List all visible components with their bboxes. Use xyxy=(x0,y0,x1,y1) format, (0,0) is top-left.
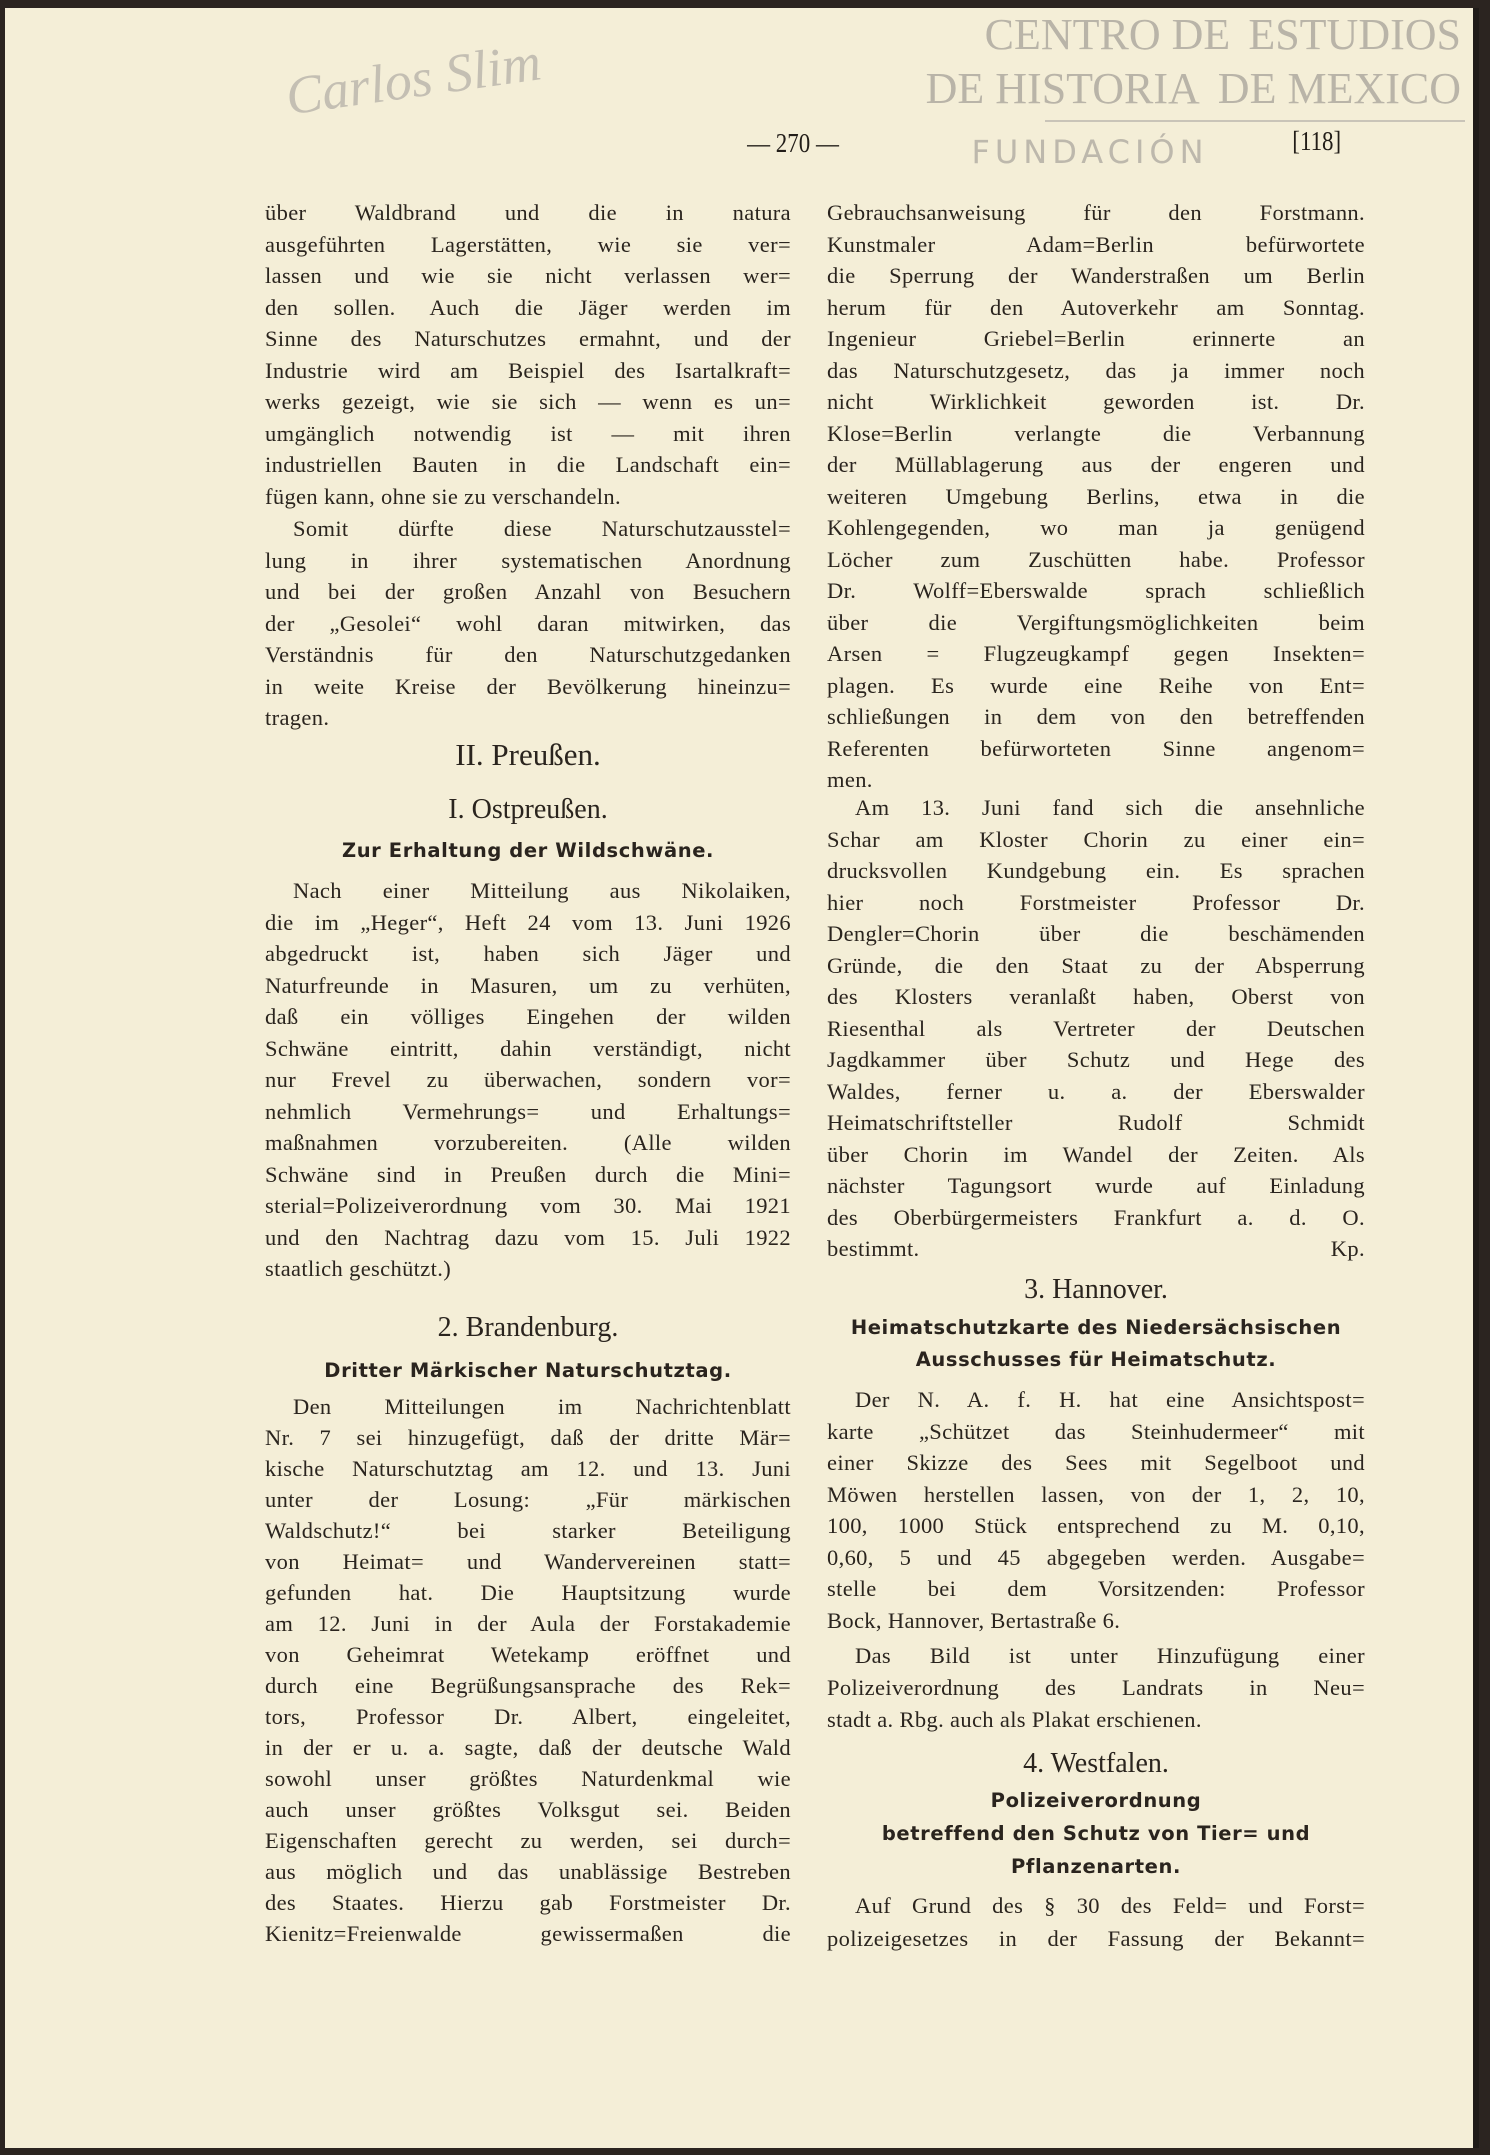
text-line: Der N. A. f. H. hat eine Ansichtspost= xyxy=(855,1387,1365,1412)
text-line: schließungen in dem von den betreffenden xyxy=(827,704,1365,729)
text-line: industriellen Bauten in die Landschaft ein= xyxy=(265,452,791,477)
text-line: Waldschutz!“ bei starker Beteiligung xyxy=(265,1518,791,1543)
watermark-line: DE HISTORIA xyxy=(925,64,1200,113)
text-line: Löcher zum Zuschütten habe. Professor xyxy=(827,546,1365,572)
text-line: aus möglich und das unablässige Bestreben xyxy=(265,1859,791,1884)
paragraph xyxy=(265,875,791,1285)
text-line: gefunden hat. Die Hauptsitzung wurde xyxy=(265,1580,791,1605)
text-line: am 12. Juni in der Aula der Forstakademie xyxy=(265,1611,791,1636)
text-line: Gründe, die den Staat zu der Absperrung xyxy=(827,952,1365,978)
text-line: Kienitz=Freienwalde gewissermaßen die xyxy=(265,1921,791,1946)
text-line: das Naturschutzgesetz, das ja immer noch xyxy=(827,357,1365,383)
text-line: Riesenthal als Vertreter der Deutschen xyxy=(827,1015,1365,1041)
text-line: werks gezeigt, wie sie sich — wenn es un= xyxy=(265,389,791,414)
text-line: Polizeiverordnung des Landrats in Neu= xyxy=(827,1675,1365,1700)
title-line: Pflanzenarten. xyxy=(1011,1855,1181,1878)
text-line: umgänglich notwendig ist — mit ihren xyxy=(265,420,791,446)
text-line: polizeigesetzes in der Fassung der Bekannt= xyxy=(827,1926,1365,1951)
paragraph xyxy=(827,792,1365,1265)
text-line: Heimatschriftsteller Rudolf Schmidt xyxy=(827,1110,1365,1135)
watermark-line: CENTRO DE xyxy=(984,10,1231,59)
watermark-divider xyxy=(1045,120,1465,122)
text-line: maßnahmen vorzubereiten. (Alle wilden xyxy=(265,1130,791,1155)
text-line: Den Mitteilungen im Nachrichtenblatt xyxy=(293,1394,791,1419)
sheet-number: [118] xyxy=(1292,126,1342,156)
text-line: Jagdkammer über Schutz und Hege des xyxy=(827,1047,1365,1072)
text-line: fügen kann, ohne sie zu verschandeln. xyxy=(265,483,621,509)
title-line: Zur Erhaltung der Wildschwäne. xyxy=(341,839,715,862)
text-line: tors, Professor Dr. Albert, eingeleitet, xyxy=(265,1704,791,1729)
text-line: ausgeführten Lagerstätten, wie sie ver= xyxy=(265,231,791,257)
text-line: einer Skizze des Sees mit Segelboot und xyxy=(827,1450,1365,1475)
text-line: des Staates. Hierzu gab Forstmeister Dr. xyxy=(265,1890,791,1915)
text-line: weiteren Umgebung Berlins, etwa in die xyxy=(827,483,1365,509)
text-line: nächster Tagungsort wurde auf Einladung xyxy=(827,1173,1365,1198)
subsection-heading: 3. Hannover. xyxy=(1024,1274,1168,1305)
paragraph xyxy=(827,1384,1365,1636)
text-line: Nach einer Mitteilung aus Nikolaiken, xyxy=(293,878,791,903)
title-line: Polizeiverordnung xyxy=(990,1789,1202,1812)
section-heading: II. Preußen. xyxy=(455,737,601,772)
text-line: in weite Kreise der Bevölkerung hineinzu= xyxy=(265,673,791,699)
text-line: Eigenschaften gerecht zu werden, sei durch= xyxy=(265,1828,791,1853)
paragraph xyxy=(265,1391,791,1949)
text-line: kische Naturschutztag am 12. und 13. Juni xyxy=(265,1456,791,1481)
text-line: Verständnis für den Naturschutzgedanken xyxy=(265,642,791,667)
text-line: der Müllablagerung aus der engeren und xyxy=(827,452,1365,477)
text-line: lassen und wie sie nicht verlassen wer= xyxy=(265,263,791,288)
paragraph xyxy=(265,197,791,512)
text-line: Klose=Berlin verlangte die Verbannung xyxy=(827,420,1365,446)
watermark-signature: Carlos Slim xyxy=(282,31,545,127)
text-line: den sollen. Auch die Jäger werden im xyxy=(265,294,791,320)
text-line: Möwen herstellen lassen, von der 1, 2, 10, xyxy=(827,1481,1365,1507)
text-line: Das Bild ist unter Hinzufügung einer xyxy=(855,1643,1365,1668)
article-title xyxy=(827,1312,1365,1376)
watermark-line: ESTUDIOS xyxy=(1248,10,1461,59)
text-line: Gebrauchsanweisung für den Forstmann. xyxy=(827,200,1365,225)
text-line: durch eine Begrüßungsansprache des Rek= xyxy=(265,1673,791,1698)
text-line: tragen. xyxy=(265,705,330,730)
scanned-page xyxy=(5,8,1473,2148)
text-line: der „Gesolei“ wohl daran mitwirken, das xyxy=(265,610,791,636)
text-line: Nr. 7 sei hinzugefügt, daß der dritte Mär= xyxy=(265,1425,791,1450)
text-line: die im „Heger“, Heft 24 vom 13. Juni 1926 xyxy=(265,909,791,935)
text-line: 100, 1000 Stück entsprechend zu M. 0,10, xyxy=(827,1513,1365,1538)
text-line: über die Vergiftungsmöglichkeiten beim xyxy=(827,609,1365,635)
text-line: Kohlengegenden, wo man ja genügend xyxy=(827,515,1365,540)
text-line: Schar am Kloster Chorin zu einer ein= xyxy=(827,826,1365,852)
text-line: Schwäne sind in Preußen durch die Mini= xyxy=(265,1161,791,1187)
text-line: Waldes, ferner u. a. der Eberswalder xyxy=(827,1078,1365,1104)
text-line: von Geheimrat Wetekamp eröffnet und xyxy=(265,1642,791,1667)
watermark-fundacion: FUNDACIÓN xyxy=(971,133,1209,171)
text-line: Schwäne eintritt, dahin verständigt, nicht xyxy=(265,1035,791,1061)
text-line: Naturfreunde in Masuren, um zu verhüten, xyxy=(265,972,791,998)
text-line: men. xyxy=(827,767,873,792)
text-line: Ingenieur Griebel=Berlin erinnerte an xyxy=(827,326,1365,351)
text-line: des Klosters veranlaßt haben, Oberst von xyxy=(827,984,1365,1009)
title-line: Ausschusses für Heimatschutz. xyxy=(915,1348,1277,1371)
text-line: Dr. Wolff=Eberswalde sprach schließlich xyxy=(827,578,1365,603)
text-line: nehmlich Vermehrungs= und Erhaltungs= xyxy=(265,1098,791,1124)
text-line: staatlich geschützt.) xyxy=(265,1256,452,1281)
text-line: stadt a. Rbg. auch als Plakat erschienen. xyxy=(827,1707,1202,1732)
text-line: daß ein völliges Eingehen der wilden xyxy=(265,1004,791,1029)
text-line: Auf Grund des § 30 des Feld= und Forst= xyxy=(855,1893,1365,1918)
text-line: 0,60, 5 und 45 abgegeben werden. Ausgabe= xyxy=(827,1544,1365,1570)
text-line: karte „Schützet das Steinhudermeer“ mit xyxy=(827,1418,1365,1444)
text-line: des Oberbürgermeisters Frankfurt a. d. O. xyxy=(827,1204,1365,1230)
text-line: sowohl unser größtes Naturdenkmal wie xyxy=(265,1766,791,1791)
text-line: in der er u. a. sagte, daß der deutsche Wald xyxy=(265,1735,791,1760)
text-line: nicht Wirklichkeit geworden ist. Dr. xyxy=(827,389,1365,414)
title-line: betreffend den Schutz von Tier= und xyxy=(881,1822,1311,1845)
page-number: — 270 — xyxy=(747,128,839,158)
watermark-line: DE MEXICO xyxy=(1217,64,1461,113)
text-line: lung in ihrer systematischen Anordnung xyxy=(265,547,791,573)
text-line: drucksvollen Kundgebung ein. Es sprachen xyxy=(827,858,1365,883)
text-line: Referenten befürworteten Sinne angenom= xyxy=(827,735,1365,761)
article-title xyxy=(265,836,791,866)
title-line: Heimatschutzkarte des Niedersächsischen xyxy=(850,1316,1342,1339)
text-line: über Waldbrand und die in natura xyxy=(265,200,791,225)
paragraph xyxy=(827,197,1365,796)
text-line: herum für den Autoverkehr am Sonntag. xyxy=(827,294,1365,320)
text-line: auch unser größtes Volksgut sei. Beiden xyxy=(265,1797,791,1822)
article-title xyxy=(827,1784,1365,1883)
text-line: abgedruckt ist, haben sich Jäger und xyxy=(265,941,791,966)
text-line: Industrie wird am Beispiel des Isartalkraft= xyxy=(265,357,791,383)
text-line: von Heimat= und Wandervereinen statt= xyxy=(265,1549,791,1574)
text-line: Bock, Hannover, Bertastraße 6. xyxy=(827,1607,1121,1633)
text-line: Arsen = Flugzeugkampf gegen Insekten= xyxy=(827,641,1365,666)
article-title xyxy=(265,1356,791,1386)
text-line: Am 13. Juni fand sich die ansehnliche xyxy=(855,795,1365,820)
text-line: Dengler=Chorin über die beschämenden xyxy=(827,921,1365,946)
subsection-heading: 4. Westfalen. xyxy=(1023,1748,1169,1779)
text-line: Somit dürfte diese Naturschutzausstel= xyxy=(293,516,791,541)
text-line: und bei der großen Anzahl von Besuchern xyxy=(265,579,791,604)
subsection-heading: 2. Brandenburg. xyxy=(437,1312,619,1343)
text-line: stelle bei dem Vorsitzenden: Professor xyxy=(827,1576,1365,1601)
text-line: bestimmt. Kp. xyxy=(827,1236,1365,1261)
paragraph xyxy=(827,1889,1365,1955)
watermark-row xyxy=(926,64,1461,114)
text-line: Sinne des Naturschutzes ermahnt, und der xyxy=(265,326,791,351)
text-line: Kunstmaler Adam=Berlin befürwortete xyxy=(827,231,1365,257)
text-line: nur Frevel zu überwachen, sondern vor= xyxy=(265,1067,791,1092)
text-line: sterial=Polizeiverordnung vom 30. Mai 1921 xyxy=(265,1193,791,1218)
subsection-heading: I. Ostpreußen. xyxy=(448,794,608,825)
text-line: unter der Losung: „Für märkischen xyxy=(265,1487,791,1512)
text-line: hier noch Forstmeister Professor Dr. xyxy=(827,889,1365,915)
text-line: und den Nachtrag dazu vom 15. Juli 1922 xyxy=(265,1224,791,1250)
paragraph xyxy=(827,1640,1365,1736)
text-line: über Chorin im Wandel der Zeiten. Als xyxy=(827,1141,1365,1167)
title-line: Dritter Märkischer Naturschutztag. xyxy=(324,1359,732,1382)
text-line: die Sperrung der Wanderstraßen um Berlin xyxy=(827,263,1365,288)
watermark-row xyxy=(985,10,1461,60)
text-line: plagen. Es wurde eine Reihe von Ent= xyxy=(827,672,1365,698)
paragraph xyxy=(265,513,791,734)
